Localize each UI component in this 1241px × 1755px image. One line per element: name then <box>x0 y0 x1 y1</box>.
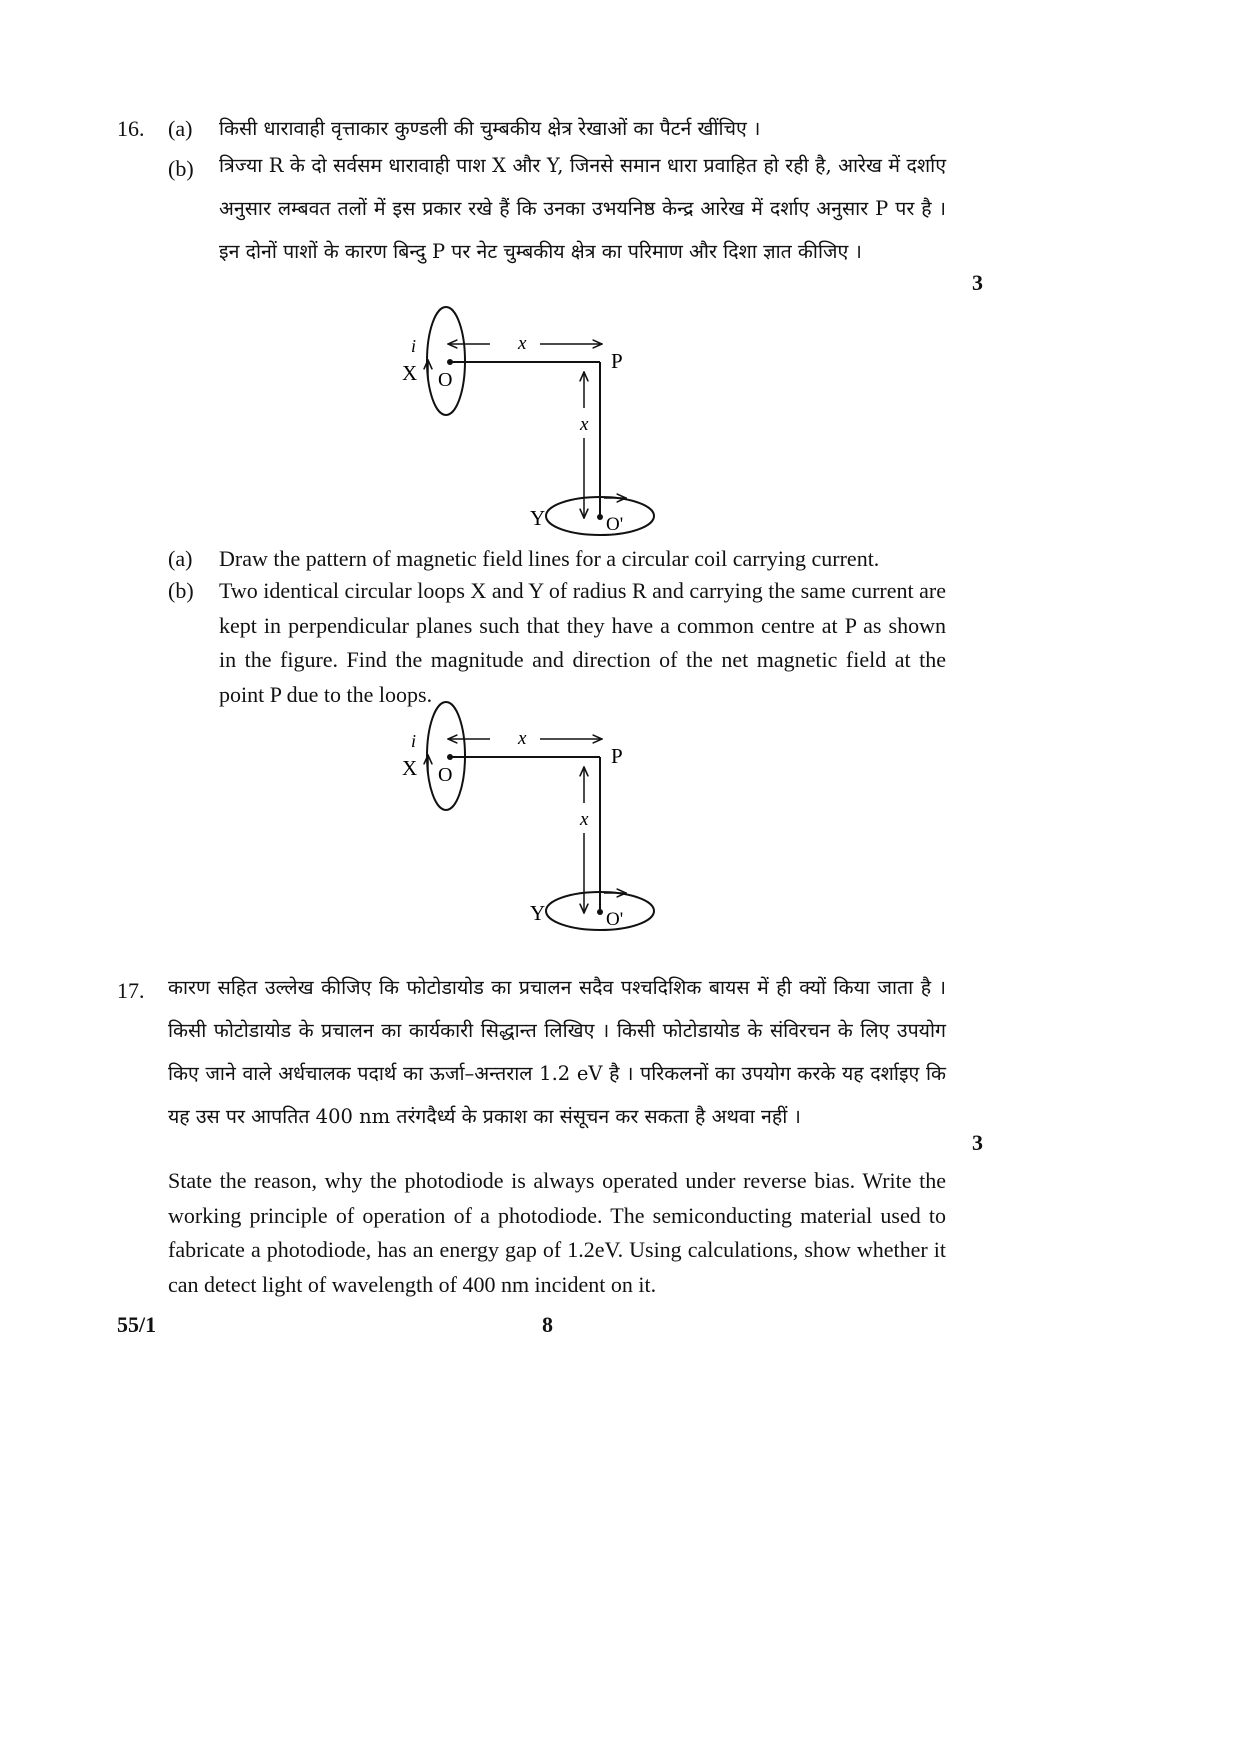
q16-number: 16. <box>117 116 145 141</box>
label-P: P <box>611 349 623 373</box>
label-O: O <box>438 369 453 391</box>
q16-english-a-label: (a) <box>168 546 193 571</box>
paper-code: 55/1 <box>117 1312 157 1337</box>
page-number: 8 <box>542 1312 553 1337</box>
label-x-side: x <box>580 414 589 435</box>
label-P: P <box>611 744 623 768</box>
label-x-side: x <box>580 809 589 830</box>
q16-english-b-label: (b) <box>168 578 194 603</box>
q17-hindi-text: कारण सहित उल्लेख कीजिए कि फोटोडायोड का प्रचालन सदैव पश्चदिशिक बायस में ही क्यों किया जाता है । किसी फोटोडायोड के प्रचालन का कार्यकारी सिद्धान्त लिखिए । किसी फोटोडायोड के संविरचन के लिए उपयोग किए जाने वाले अर्धचालक पदार्थ का ऊर्जा–अन्तराल 1.2 eV है । परिकलनों का उपयोग करके यह दर्शाइए कि यह उस पर आपतित 400 nm तरंगदैर्ध्य के प्रकाश का संसूचन कर सकता है अथवा नहीं । <box>168 976 946 1128</box>
q16-english-b-text: Two identical circular loops X and Y of radius R and carrying the same current are kept in perpendicular planes such that they have a common centre at P as shown in the figure. Find the magnitude and direction of the net magnetic field at the point P due to the loops. <box>219 578 946 707</box>
q17-marks: 3 <box>972 1130 983 1155</box>
q16-hindi-a-text: किसी धारावाही वृत्ताकार कुण्डली की चुम्बकीय क्षेत्र रेखाओं का पैटर्न खींचिए । <box>219 117 761 140</box>
point-o-prime <box>597 514 603 520</box>
q16-hindi-b-text: त्रिज्या R के दो सर्वसम धारावाही पाश X और Y, जिनसे समान धारा प्रवाहित हो रही है, आरेख में दर्शाए अनुसार लम्बवत तलों में इस प्रकार रखे हैं कि उनका उभयनिष्ठ केन्द्र आरेख में दर्शाए अनुसार P पर है । इन दोनों पाशों के कारण बिन्दु P पर नेट चुम्बकीय क्षेत्र का परिमाण और दिशा ज्ञात कीजिए । <box>219 154 946 263</box>
loops-figure-1 <box>380 300 680 545</box>
q16-english-a-text: Draw the pattern of magnetic field lines for a circular coil carrying current. <box>219 546 880 571</box>
label-x-top: x <box>518 728 527 749</box>
label-Y: Y <box>530 901 546 925</box>
label-O-prime: O' <box>606 909 624 930</box>
loops-figure-2 <box>380 695 680 940</box>
label-i: i <box>411 336 417 356</box>
label-x-top: x <box>518 333 527 354</box>
q16-hindi-b-label: (b) <box>168 156 194 181</box>
label-Y: Y <box>530 506 546 530</box>
q16-marks: 3 <box>972 270 983 295</box>
q17-english-text: State the reason, why the photodiode is always operated under reverse bias. Write the working principle of operation of a photodiode. The semiconducting material used to fabricate a photodiode, has an energy gap of 1.2eV. Using calculations, show whether it can detect light of wavelength of 400 nm incident on it. <box>168 1168 946 1297</box>
q17-number: 17. <box>117 978 145 1003</box>
point-o-prime <box>597 909 603 915</box>
label-X: X <box>402 756 418 780</box>
q16-hindi-a-label: (a) <box>168 116 193 141</box>
label-i: i <box>411 731 417 751</box>
label-O: O <box>438 764 453 786</box>
label-O-prime: O' <box>606 514 624 535</box>
label-X: X <box>402 361 418 385</box>
